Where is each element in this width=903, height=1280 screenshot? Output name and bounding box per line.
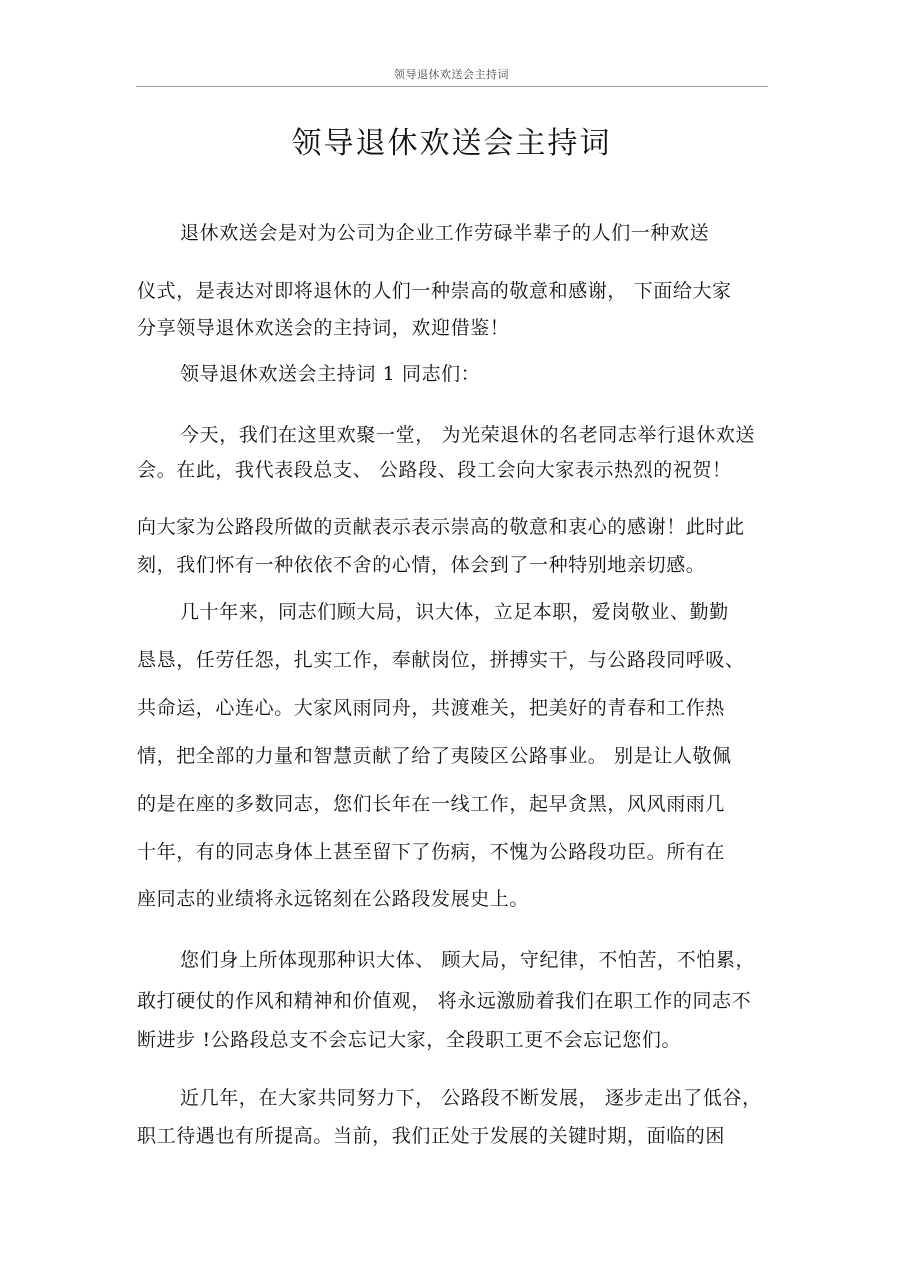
header-divider (136, 86, 768, 87)
body-line: 十年，有的同志身体上甚至留下了伤病，不愧为公路段功臣。所有在 (137, 841, 726, 863)
body-line: 共命运，心连心。大家风雨同舟，共渡难关，把美好的青春和工作热 (137, 697, 726, 719)
body-line: 职工待遇也有所提高。当前，我们正处于发展的关键时期，面临的困 (137, 1125, 726, 1147)
body-line: 您们身上所体现那种识大体、 顾大局，守纪律，不怕苦，不怕累， (180, 949, 756, 971)
body-line: 向大家为公路段所做的贡献表示表示崇高的敬意和衷心的感谢！此时此 (137, 516, 745, 538)
body-line: 的是在座的多数同志，您们长年在一线工作，起早贪黑，风风雨雨几 (137, 793, 726, 815)
body-line: 情，把全部的力量和智慧贡献了给了夷陵区公路事业。 别是让人敬佩 (137, 745, 732, 767)
body-line: 断进步 !公路段总支不会忘记大家，全段职工更不会忘记您们。 (137, 1029, 682, 1051)
body-line: 座同志的业绩将永远铭刻在公路段发展史上。 (137, 888, 530, 910)
body-line: 刻，我们怀有一种依依不舍的心情，体会到了一种特别地亲切感。 (137, 554, 706, 576)
body-line: 退休欢送会是对为公司为企业工作劳碌半辈子的人们一种欢送 (180, 222, 710, 244)
document-title: 领导退休欢送会主持词 (291, 126, 612, 161)
body-line: 仪式，是表达对即将退休的人们一种崇高的敬意和感谢， 下面给大家 (137, 280, 732, 302)
body-line: 几十年来，同志们顾大局，识大体，立足本职，爱岗敬业、勤勤 (180, 601, 729, 623)
body-line: 领导退休欢送会主持词 1 同志们： (180, 363, 481, 385)
body-line: 恳恳，任劳任怨，扎实工作，奉献岗位，拼搏实干，与公路段同呼吸、 (137, 649, 745, 671)
body-line: 会。在此，我代表段总支、 公路段、段工会向大家表示热烈的祝贺！ (137, 459, 732, 481)
running-header: 领导退休欢送会主持词 (394, 68, 509, 81)
body-line: 今天，我们在这里欢聚一堂， 为光荣退休的名老同志举行退休欢送 (180, 424, 756, 446)
body-line: 近几年，在大家共同努力下， 公路段不断发展， 逐步走出了低谷， (180, 1087, 762, 1109)
body-line: 敢打硬仗的作风和精神和价值观， 将永远激励着我们在职工作的同志不 (137, 990, 752, 1012)
body-line: 分享领导退休欢送会的主持词，欢迎借鉴！ (137, 317, 510, 339)
